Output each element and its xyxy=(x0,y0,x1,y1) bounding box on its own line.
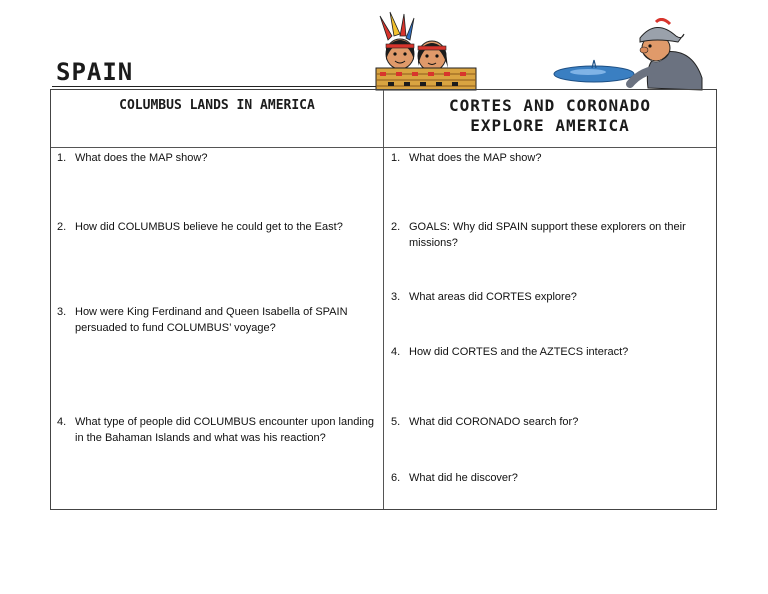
question-number: 2. xyxy=(391,221,401,233)
right-question-1 xyxy=(391,150,709,166)
explorer-illustration xyxy=(552,18,712,92)
native-children-illustration xyxy=(366,10,482,92)
question-number: 5. xyxy=(391,416,401,428)
question-number: 1. xyxy=(391,152,401,164)
right-question-6 xyxy=(391,470,709,486)
header-divider xyxy=(51,147,716,148)
question-number: 4. xyxy=(391,346,401,358)
left-question-1 xyxy=(57,150,379,166)
right-column-heading xyxy=(384,96,716,136)
left-question-4 xyxy=(57,414,381,446)
question-text: What areas did CORTES explore? xyxy=(409,291,577,303)
question-number: 4. xyxy=(57,416,67,428)
left-column-heading: COLUMBUS LANDS IN AMERICA xyxy=(119,98,315,113)
question-text: What does the MAP show? xyxy=(409,152,542,164)
question-text: What does the MAP show? xyxy=(75,152,208,164)
worksheet-table xyxy=(50,89,717,510)
question-text: What did CORONADO search for? xyxy=(409,416,579,428)
right-question-3 xyxy=(391,289,709,305)
question-text: How did CORTES and the AZTECS interact? xyxy=(409,346,629,358)
right-question-4 xyxy=(391,344,709,360)
question-text: How did COLUMBUS believe he could get to the East? xyxy=(75,221,343,233)
question-number: 2. xyxy=(57,221,67,233)
right-question-5 xyxy=(391,414,709,430)
column-divider xyxy=(383,90,384,509)
question-number: 6. xyxy=(391,472,401,484)
question-number: 1. xyxy=(57,152,67,164)
right-heading-line-1: CORTES AND CORONADO xyxy=(448,96,652,115)
question-text: GOALS: Why did SPAIN support these explorers on their missions? xyxy=(409,221,686,249)
question-text: How were King Ferdinand and Queen Isabella of SPAIN persuaded to fund COLUMBUS’ voyage? xyxy=(75,306,348,334)
question-number: 3. xyxy=(391,291,401,303)
question-number: 3. xyxy=(57,306,67,318)
left-question-3 xyxy=(57,304,379,336)
right-heading-line-2: EXPLORE AMERICA xyxy=(470,116,630,135)
right-question-2 xyxy=(391,219,709,251)
question-text: What type of people did COLUMBUS encounter upon landing in the Bahaman Islands and what was his reaction? xyxy=(75,416,375,444)
page-title: SPAIN xyxy=(56,58,134,86)
left-question-2 xyxy=(57,219,379,235)
question-text: What did he discover? xyxy=(409,472,518,484)
